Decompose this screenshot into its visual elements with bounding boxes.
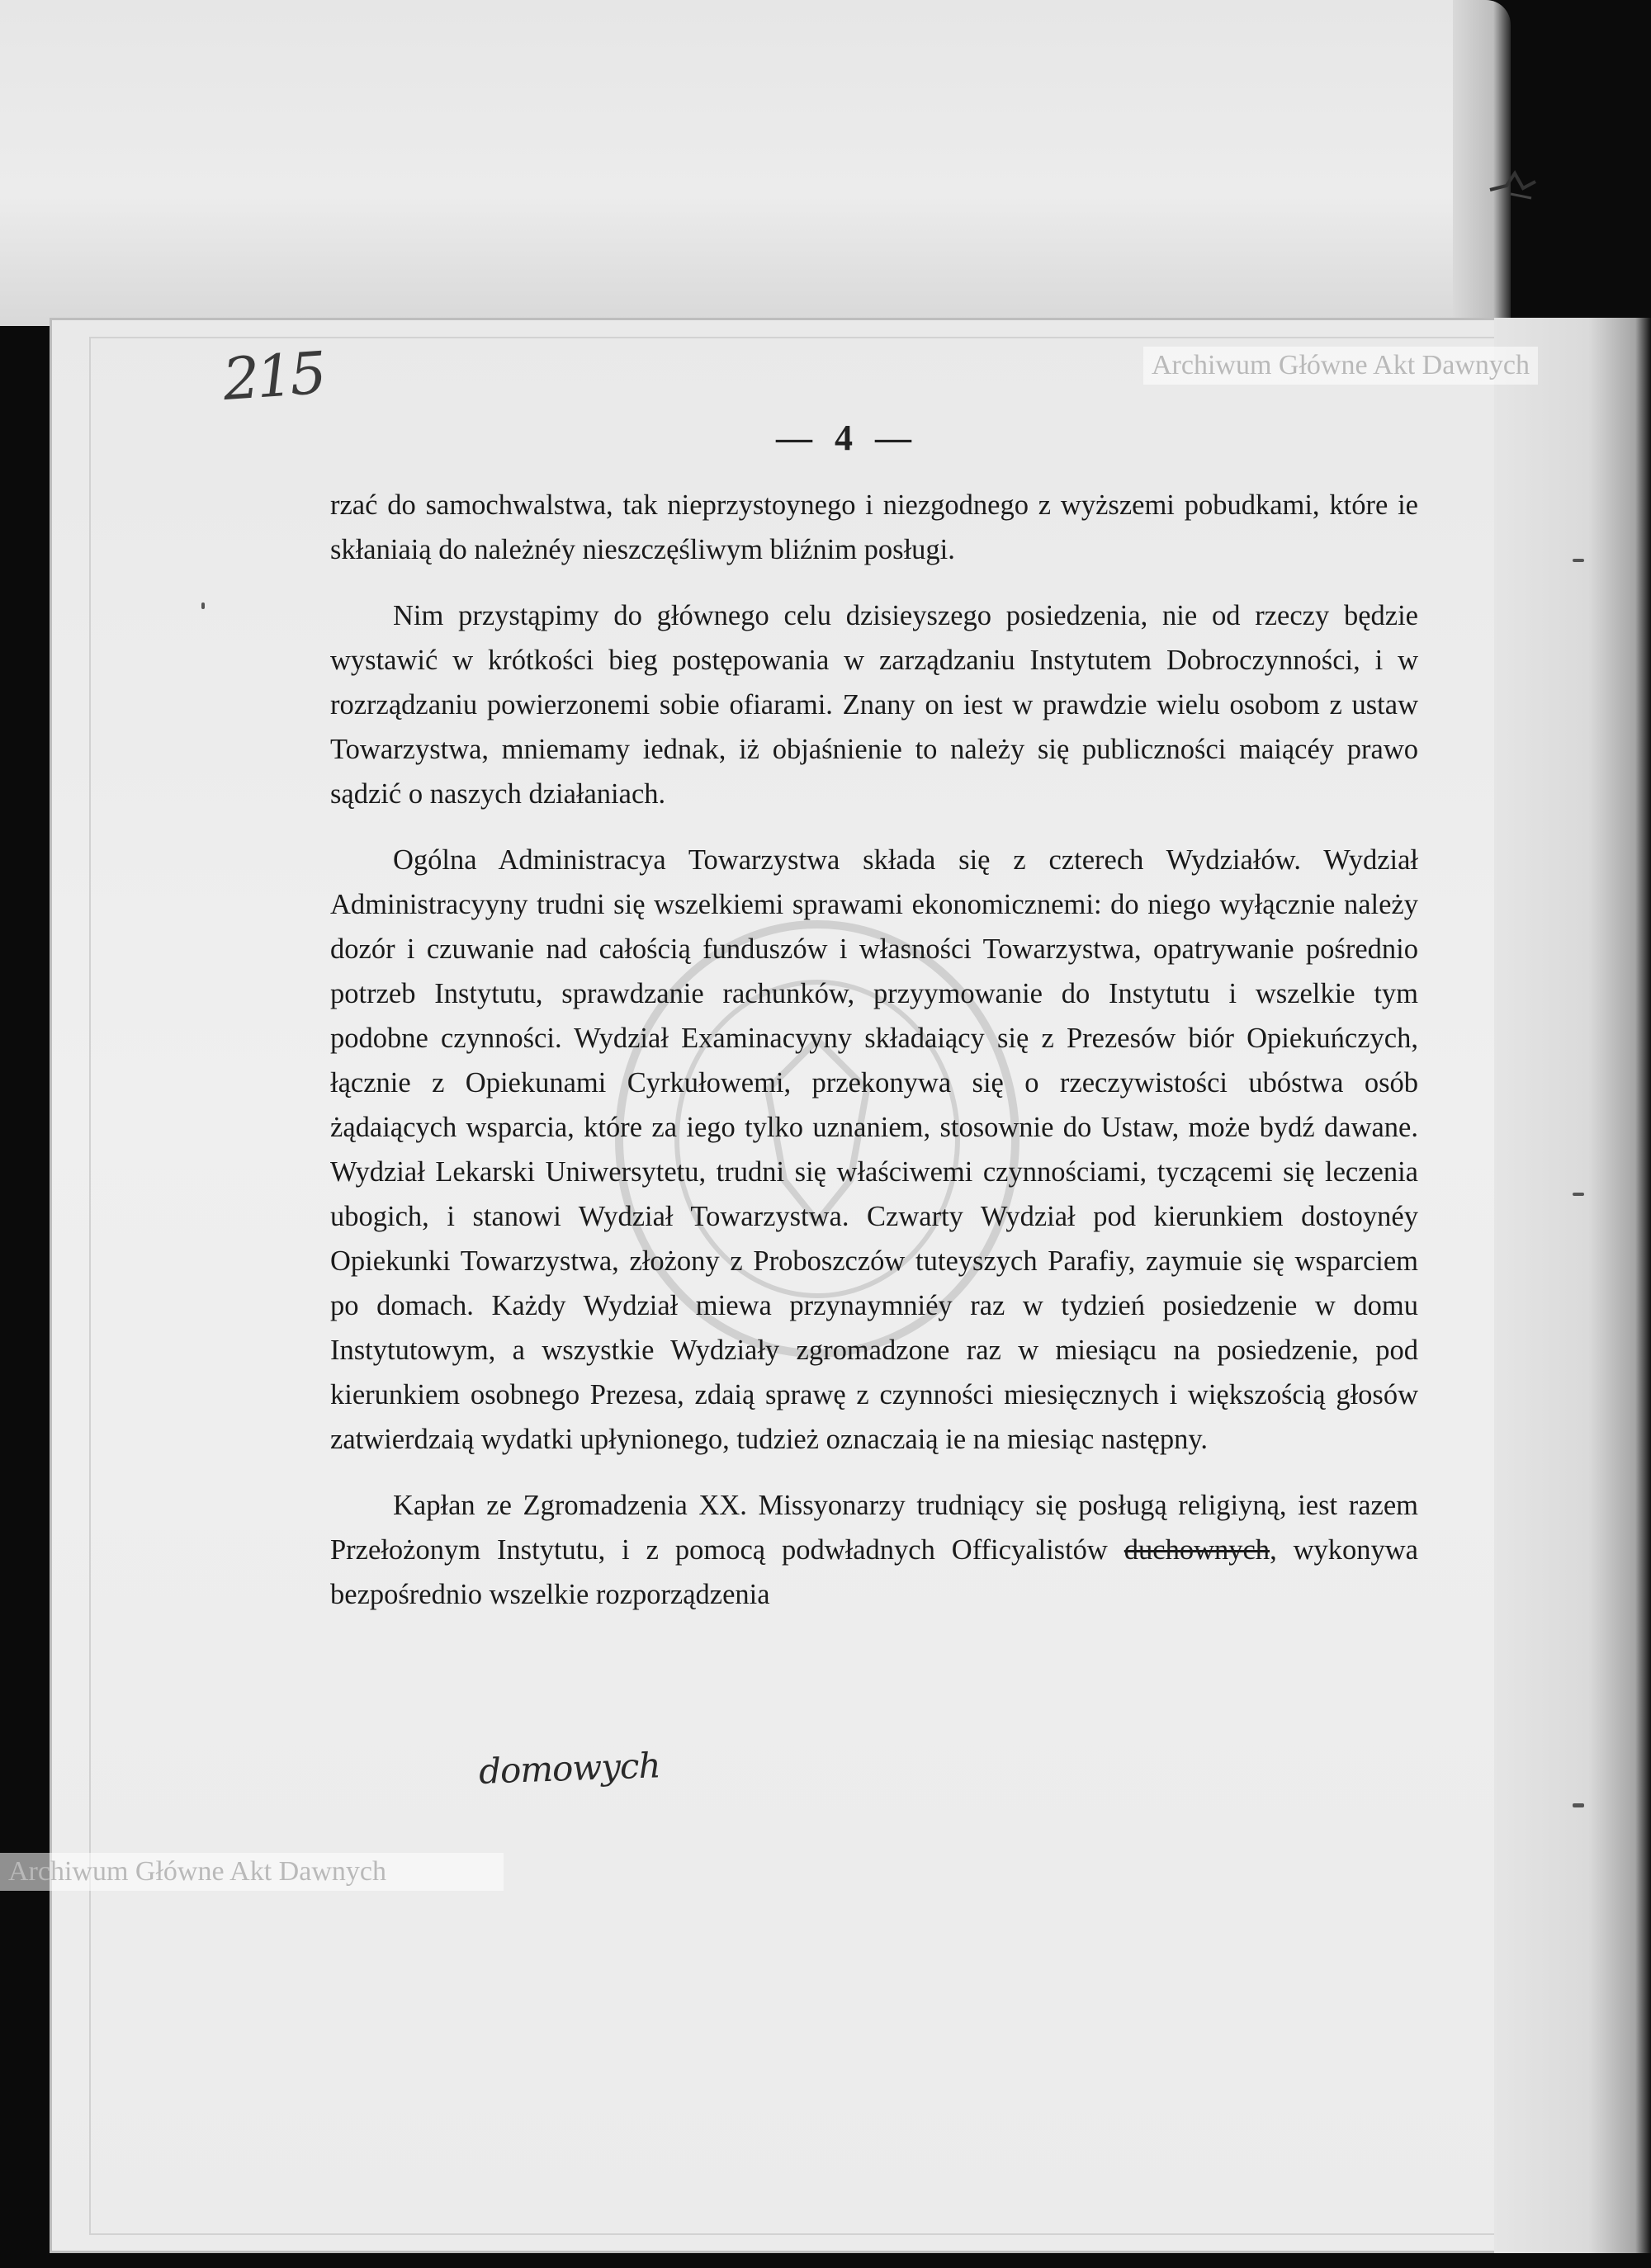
speck: [1573, 1193, 1584, 1196]
paragraph: Ogólna Administracya Towarzystwa składa się z czterech Wydziałów. Wydział Administracyyny trudni się wszelkiemi sprawami ekonomicznemi: do niego wyłącznie należy dozór i czuwanie nad całością funduszów i własności Towarzystwa, opatrywanie pośrednio potrzeb Instytutu, sprawdzanie rachunków, przyymowanie do Instytutu i wszelkie tym podobne czynności. Wydział Examinacyyny składaiący się z Prezesów biór Opiekuńczych, łącznie z Opiekunami Cyrkułowemi, przekonywa się o rzeczywistości ubóstwa osób żądaiących wsparcia, które za iego tylko uznaniem, stosownie do Ustaw, może bydź dawane. Wydział Lekarski Uniwersytetu, trudni się właściwemi czynnościami, tyczącemi się leczenia ubogich, i stanowi Wydział Towarzystwa. Czwarty Wydział pod kierunkiem dostoynéy Opiekunki Towarzystwa, złożony z Proboszczów tuteyszych Parafiy, zaymuie się wsparciem po domach. Każdy Wydział miewa przynaymniéy raz w tydzień posiedzenie w domu Instytutowym, a wszystkie Wydziały zgromadzone raz w miesiącu na posiedzenie, pod kierunkiem osobnego Prezesa, zdaią sprawę z czynności miesięcznych i większością głosów zatwierdzaią wydatki upłynionego, tudzież oznaczaią ie na miesiąc następny.: [330, 844, 1418, 1455]
speck: [1573, 559, 1584, 562]
speck: [201, 602, 205, 609]
handwritten-correction: domowych: [478, 1745, 661, 1792]
ink-mark: [1486, 157, 1544, 206]
paragraph-text: Kapłan ze Zgromadzenia XX. Missyonarzy trudniący się posługą religiyną, iest razem Przełożonym Instytutu, i z pomocą podwładnych Officyalistów: [330, 1490, 1418, 1566]
archive-watermark-bottom: Archiwum Główne Akt Dawnych: [0, 1853, 504, 1891]
paragraph: Nim przystąpimy do głównego celu dzisieyszego posiedzenia, nie od rzeczy będzie wystawić w krótkości bieg postępowania w zarządzaniu Instytutem Dobroczynności, i w rozrządzaniu powierzonemi sobie ofiarami. Znany on iest w prawdzie wielu osobom z ustaw Towarzystwa, mniemamy iednak, iż objaśnienie to należy się publiczności maiącéy prawo sądzić o naszych działaniach.: [330, 600, 1418, 810]
speck: [1573, 1803, 1584, 1807]
document-body: [330, 483, 1418, 1638]
archive-watermark-top: Archiwum Główne Akt Dawnych: [1143, 347, 1538, 385]
page-shadow: [1494, 318, 1651, 2253]
paragraph-last: [330, 1483, 1418, 1617]
paragraph-text-end: , wykonywa bezpośrednio wszelkie rozporządzenia: [330, 1534, 1418, 1610]
page-number: — 4 —: [776, 418, 918, 458]
paragraph-continuation: rzać do samochwalstwa, tak nieprzystoynego i niezgodnego z wyższemi pobudkami, które ie skłaniaią do należnéy nieszczęśliwym bliźnim posługi.: [330, 489, 1418, 565]
handwritten-folio-number: 215: [220, 338, 326, 414]
struck-word: duchownych: [1124, 1534, 1270, 1566]
previous-sheet: [0, 0, 1486, 326]
